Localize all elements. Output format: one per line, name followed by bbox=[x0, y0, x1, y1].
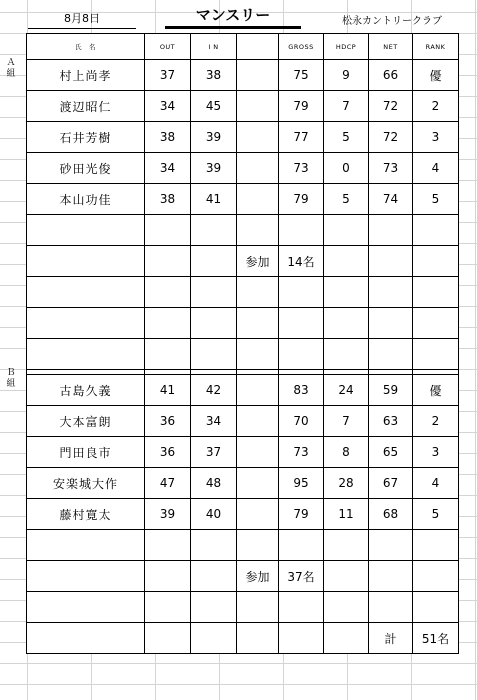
rank: 優 bbox=[413, 375, 459, 406]
col-header-hdcp: HDCP bbox=[324, 34, 369, 60]
handicap: 0 bbox=[324, 153, 369, 184]
rank: 5 bbox=[413, 499, 459, 530]
player-name: 渡辺昭仁 bbox=[27, 91, 145, 122]
empty-row bbox=[27, 308, 459, 339]
empty-cell bbox=[279, 339, 324, 370]
col-header-rank: RANK bbox=[413, 34, 459, 60]
empty-cell bbox=[191, 339, 237, 370]
out-score: 34 bbox=[145, 91, 191, 122]
handicap: 9 bbox=[324, 60, 369, 91]
empty-cell bbox=[279, 592, 324, 623]
table-row bbox=[27, 406, 459, 437]
table-row bbox=[27, 122, 459, 153]
table-row bbox=[27, 153, 459, 184]
empty-cell bbox=[369, 215, 413, 246]
blank-cell bbox=[237, 406, 279, 437]
col-header-net: NET bbox=[369, 34, 413, 60]
empty-cell bbox=[324, 623, 369, 654]
table-row bbox=[27, 91, 459, 122]
empty-cell bbox=[145, 623, 191, 654]
empty-cell bbox=[279, 530, 324, 561]
score-table bbox=[26, 33, 459, 654]
player-name: 門田良市 bbox=[27, 437, 145, 468]
group-b-label: Ｂ組 bbox=[6, 368, 16, 389]
handicap: 11 bbox=[324, 499, 369, 530]
empty-cell bbox=[369, 530, 413, 561]
empty-cell bbox=[237, 215, 279, 246]
empty-cell bbox=[191, 623, 237, 654]
group-a-label: Ａ組 bbox=[6, 58, 16, 79]
rank: 4 bbox=[413, 153, 459, 184]
empty-cell bbox=[145, 277, 191, 308]
empty-row bbox=[27, 215, 459, 246]
empty-cell bbox=[369, 277, 413, 308]
table-row bbox=[27, 184, 459, 215]
empty-cell bbox=[369, 339, 413, 370]
blank-cell bbox=[237, 91, 279, 122]
out-score: 37 bbox=[145, 60, 191, 91]
total-count: 51名 bbox=[413, 623, 459, 654]
in-score: 39 bbox=[191, 122, 237, 153]
empty-cell bbox=[413, 308, 459, 339]
participants-label: 参加 bbox=[237, 561, 279, 592]
net-score: 67 bbox=[369, 468, 413, 499]
out-score: 39 bbox=[145, 499, 191, 530]
col-header-gross: GROSS bbox=[279, 34, 324, 60]
empty-cell bbox=[191, 215, 237, 246]
empty-cell bbox=[324, 277, 369, 308]
empty-cell bbox=[279, 623, 324, 654]
net-score: 68 bbox=[369, 499, 413, 530]
gross-score: 79 bbox=[279, 499, 324, 530]
table-row bbox=[27, 499, 459, 530]
empty-cell bbox=[145, 308, 191, 339]
header-row bbox=[27, 34, 459, 60]
participants-count: 37名 bbox=[279, 561, 324, 592]
handicap: 28 bbox=[324, 468, 369, 499]
empty-cell bbox=[413, 530, 459, 561]
total-label: 計 bbox=[369, 623, 413, 654]
empty-cell bbox=[27, 215, 145, 246]
empty-cell bbox=[27, 308, 145, 339]
table-row bbox=[27, 375, 459, 406]
rank: 5 bbox=[413, 184, 459, 215]
empty-cell bbox=[369, 592, 413, 623]
handicap: 7 bbox=[324, 91, 369, 122]
player-name: 藤村寛太 bbox=[27, 499, 145, 530]
empty-cell bbox=[413, 215, 459, 246]
rank: 3 bbox=[413, 122, 459, 153]
gross-score: 95 bbox=[279, 468, 324, 499]
in-score: 42 bbox=[191, 375, 237, 406]
empty-cell bbox=[145, 339, 191, 370]
participants-row bbox=[27, 561, 459, 592]
empty-cell bbox=[324, 530, 369, 561]
empty-cell bbox=[27, 592, 145, 623]
empty-row bbox=[27, 530, 459, 561]
blank-cell bbox=[237, 184, 279, 215]
blank-cell bbox=[237, 468, 279, 499]
out-score: 38 bbox=[145, 122, 191, 153]
empty-cell bbox=[369, 308, 413, 339]
empty-cell bbox=[191, 277, 237, 308]
empty-cell bbox=[237, 623, 279, 654]
rank: 4 bbox=[413, 468, 459, 499]
col-header-in: I N bbox=[191, 34, 237, 60]
empty-cell bbox=[279, 308, 324, 339]
empty-cell bbox=[27, 561, 145, 592]
empty-cell bbox=[27, 277, 145, 308]
in-score: 48 bbox=[191, 468, 237, 499]
empty-row bbox=[27, 592, 459, 623]
player-name: 大本富朗 bbox=[27, 406, 145, 437]
in-score: 39 bbox=[191, 153, 237, 184]
col-header-name: 氏 名 bbox=[27, 34, 145, 60]
player-name: 石井芳樹 bbox=[27, 122, 145, 153]
empty-cell bbox=[413, 246, 459, 277]
blank-cell bbox=[237, 60, 279, 91]
in-score: 34 bbox=[191, 406, 237, 437]
table-row bbox=[27, 468, 459, 499]
club-name: 松永カントリークラブ bbox=[342, 16, 442, 27]
net-score: 63 bbox=[369, 406, 413, 437]
empty-cell bbox=[145, 561, 191, 592]
gross-score: 75 bbox=[279, 60, 324, 91]
net-score: 65 bbox=[369, 437, 413, 468]
player-name: 古島久義 bbox=[27, 375, 145, 406]
player-name: 村上尚孝 bbox=[27, 60, 145, 91]
blank-cell bbox=[237, 153, 279, 184]
empty-cell bbox=[27, 623, 145, 654]
empty-cell bbox=[191, 530, 237, 561]
empty-cell bbox=[191, 561, 237, 592]
empty-cell bbox=[237, 592, 279, 623]
rank: 優 bbox=[413, 60, 459, 91]
blank-cell bbox=[237, 122, 279, 153]
empty-cell bbox=[27, 339, 145, 370]
player-name: 砂田光俊 bbox=[27, 153, 145, 184]
out-score: 36 bbox=[145, 437, 191, 468]
empty-cell bbox=[191, 308, 237, 339]
empty-cell bbox=[279, 215, 324, 246]
date-label: 8月8日 bbox=[28, 10, 136, 29]
empty-cell bbox=[324, 592, 369, 623]
empty-cell bbox=[27, 530, 145, 561]
participants-row bbox=[27, 246, 459, 277]
empty-cell bbox=[413, 339, 459, 370]
empty-cell bbox=[237, 277, 279, 308]
empty-cell bbox=[27, 246, 145, 277]
in-score: 38 bbox=[191, 60, 237, 91]
empty-cell bbox=[324, 308, 369, 339]
blank-cell bbox=[237, 437, 279, 468]
in-score: 41 bbox=[191, 184, 237, 215]
empty-cell bbox=[413, 592, 459, 623]
gross-score: 73 bbox=[279, 437, 324, 468]
empty-row bbox=[27, 339, 459, 370]
gross-score: 83 bbox=[279, 375, 324, 406]
empty-cell bbox=[324, 215, 369, 246]
handicap: 8 bbox=[324, 437, 369, 468]
gross-score: 77 bbox=[279, 122, 324, 153]
player-name: 本山功佳 bbox=[27, 184, 145, 215]
empty-cell bbox=[145, 592, 191, 623]
empty-cell bbox=[237, 530, 279, 561]
empty-row bbox=[27, 277, 459, 308]
participants-label: 参加 bbox=[237, 246, 279, 277]
out-score: 38 bbox=[145, 184, 191, 215]
out-score: 47 bbox=[145, 468, 191, 499]
total-row bbox=[27, 623, 459, 654]
rank: 2 bbox=[413, 406, 459, 437]
participants-count: 14名 bbox=[279, 246, 324, 277]
rank: 2 bbox=[413, 91, 459, 122]
net-score: 74 bbox=[369, 184, 413, 215]
out-score: 41 bbox=[145, 375, 191, 406]
empty-cell bbox=[237, 339, 279, 370]
net-score: 72 bbox=[369, 122, 413, 153]
net-score: 72 bbox=[369, 91, 413, 122]
empty-cell bbox=[324, 561, 369, 592]
blank-cell bbox=[237, 375, 279, 406]
gross-score: 79 bbox=[279, 91, 324, 122]
empty-cell bbox=[191, 592, 237, 623]
handicap: 7 bbox=[324, 406, 369, 437]
empty-cell bbox=[369, 246, 413, 277]
handicap: 24 bbox=[324, 375, 369, 406]
blank-cell bbox=[237, 499, 279, 530]
gross-score: 70 bbox=[279, 406, 324, 437]
net-score: 59 bbox=[369, 375, 413, 406]
col-header-out: OUT bbox=[145, 34, 191, 60]
net-score: 73 bbox=[369, 153, 413, 184]
empty-cell bbox=[413, 277, 459, 308]
empty-cell bbox=[191, 246, 237, 277]
empty-cell bbox=[369, 561, 413, 592]
empty-cell bbox=[145, 530, 191, 561]
page-title: マンスリー bbox=[165, 4, 301, 29]
in-score: 40 bbox=[191, 499, 237, 530]
in-score: 45 bbox=[191, 91, 237, 122]
col-header-blank bbox=[237, 34, 279, 60]
handicap: 5 bbox=[324, 122, 369, 153]
gross-score: 73 bbox=[279, 153, 324, 184]
gross-score: 79 bbox=[279, 184, 324, 215]
empty-cell bbox=[324, 339, 369, 370]
out-score: 36 bbox=[145, 406, 191, 437]
handicap: 5 bbox=[324, 184, 369, 215]
empty-cell bbox=[324, 246, 369, 277]
empty-cell bbox=[237, 308, 279, 339]
empty-cell bbox=[279, 277, 324, 308]
net-score: 66 bbox=[369, 60, 413, 91]
player-name: 安楽城大作 bbox=[27, 468, 145, 499]
empty-cell bbox=[145, 215, 191, 246]
table-row bbox=[27, 60, 459, 91]
empty-cell bbox=[145, 246, 191, 277]
rank: 3 bbox=[413, 437, 459, 468]
empty-cell bbox=[413, 561, 459, 592]
out-score: 34 bbox=[145, 153, 191, 184]
in-score: 37 bbox=[191, 437, 237, 468]
table-row bbox=[27, 437, 459, 468]
